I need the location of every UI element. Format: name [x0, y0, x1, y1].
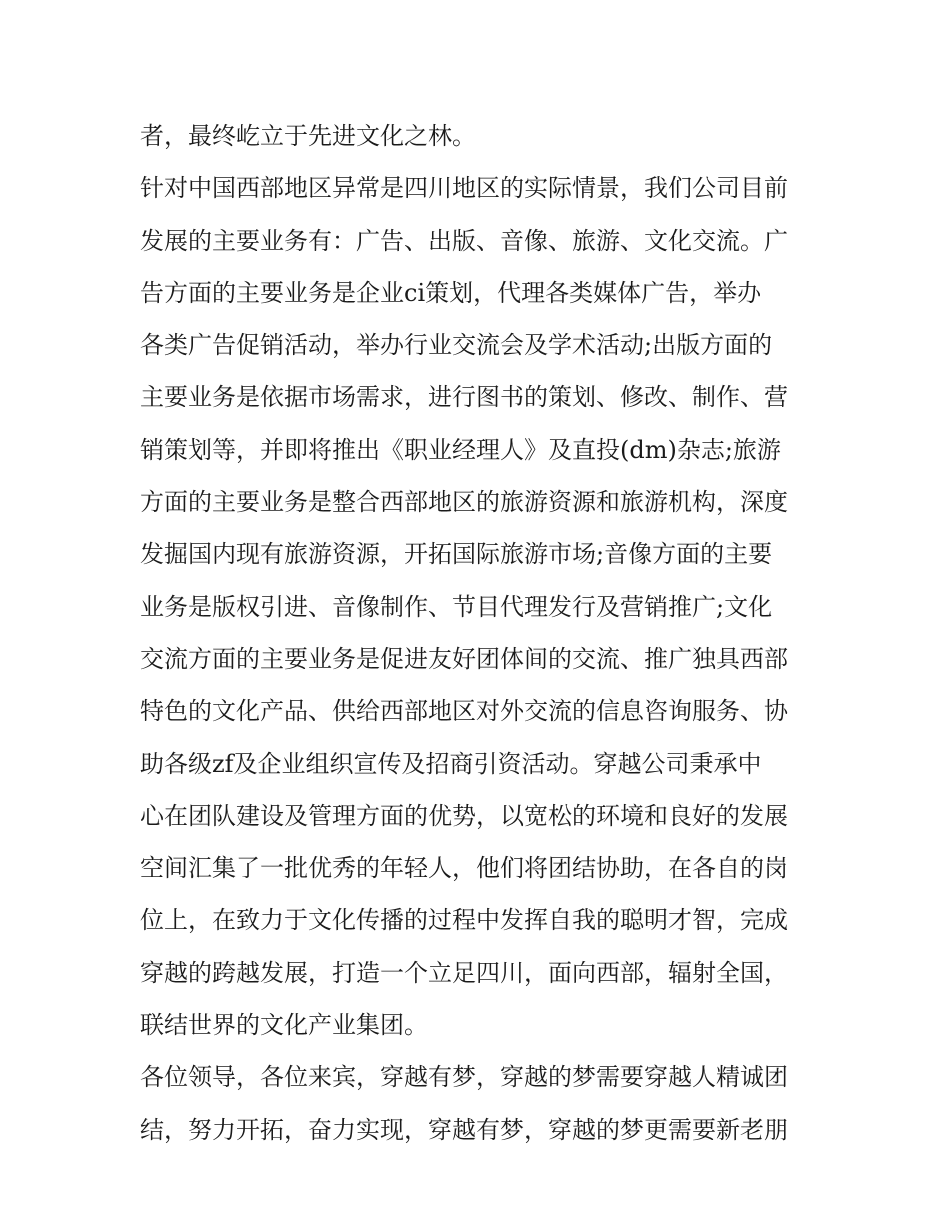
- text-line: 联结世界的文化产业集团。: [140, 1011, 428, 1040]
- text-line: 告方面的主要业务是企业ci策划，代理各类媒体广告，举办: [140, 278, 762, 307]
- text-line: 心在团队建设及管理方面的优势，以宽松的环境和良好的发展: [140, 801, 788, 830]
- text-line: 助各级zf及企业组织宣传及招商引资活动。穿越公司秉承中: [140, 749, 762, 778]
- text-line: 针对中国西部地区异常是四川地区的实际情景，我们公司目前: [140, 174, 788, 203]
- text-line: 穿越的跨越发展，打造一个立足四川，面向西部，辐射全国，: [140, 958, 788, 987]
- text-line: 空间汇集了一批优秀的年轻人，他们将团结协助，在各自的岗: [140, 854, 788, 883]
- text-line: 各位领导，各位来宾，穿越有梦，穿越的梦需要穿越人精诚团: [140, 1063, 788, 1092]
- text-line: 结，努力开拓，奋力实现，穿越有梦，穿越的梦更需要新老朋: [140, 1115, 788, 1144]
- body-text: [140, 110, 830, 1156]
- text-line: 位上，在致力于文化传播的过程中发挥自我的聪明才智，完成: [140, 906, 788, 935]
- text-line: 各类广告促销活动，举办行业交流会及学术活动;出版方面的: [140, 331, 773, 360]
- text-line: 销策划等，并即将推出《职业经理人》及直投(dm)杂志;旅游: [140, 435, 781, 464]
- text-line: 发掘国内现有旅游资源，开拓国际旅游市场;音像方面的主要: [140, 540, 773, 569]
- text-line: 交流方面的主要业务是促进友好团体间的交流、推广独具西部: [140, 644, 788, 673]
- text-line: 特色的文化产品、供给西部地区对外交流的信息咨询服务、协: [140, 697, 788, 726]
- text-line: 主要业务是依据市场需求，进行图书的策划、修改、制作、营: [140, 383, 788, 412]
- text-line: 发展的主要业务有：广告、出版、音像、旅游、文化交流。广: [140, 226, 788, 255]
- text-line: 业务是版权引进、音像制作、节目代理发行及营销推广;文化: [140, 592, 773, 621]
- text-line: 者，最终屹立于先进文化之林。: [140, 122, 476, 150]
- text-line: 方面的主要业务是整合西部地区的旅游资源和旅游机构，深度: [140, 488, 788, 517]
